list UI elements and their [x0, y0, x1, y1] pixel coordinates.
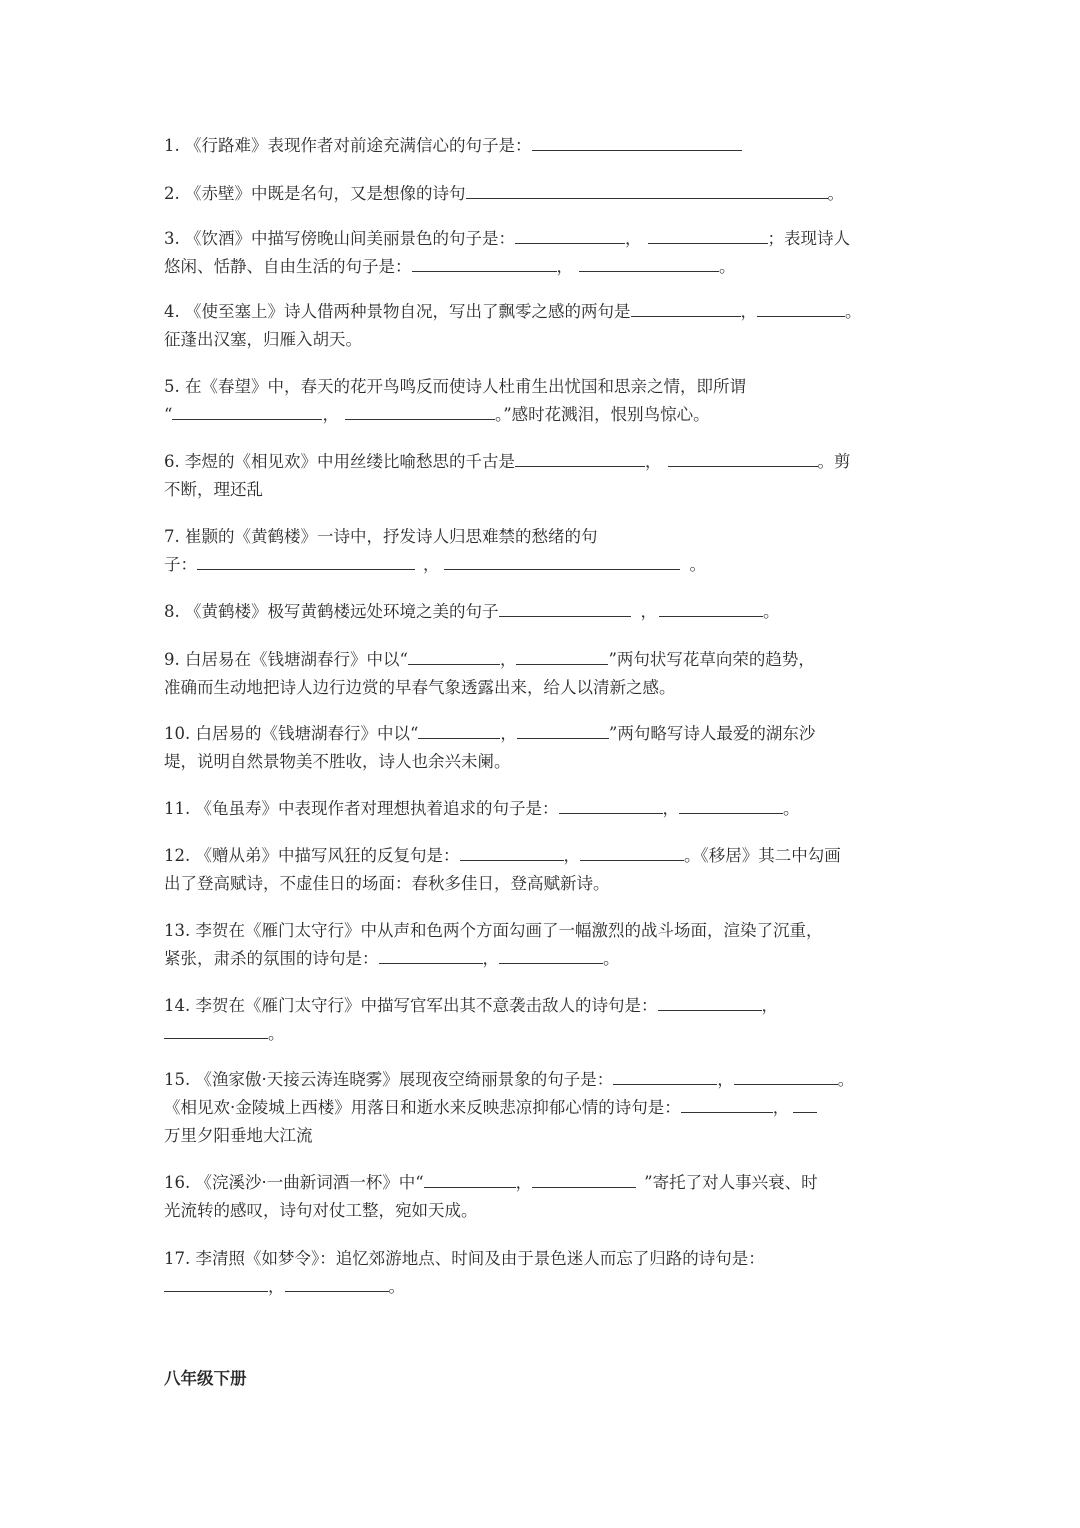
punctuation: ， — [625, 229, 642, 248]
punctuation: ， — [499, 650, 517, 669]
answer-blank[interactable] — [412, 253, 557, 272]
answer-blank[interactable] — [164, 1273, 268, 1292]
answer-blank[interactable] — [658, 992, 762, 1011]
question-text: 13. 李贺在《雁门太守行》中从声和色两个方面勾画了一幅激烈的战斗场面，渲染了沉重， — [164, 921, 823, 940]
question-text: 出了登高赋诗，不虚佳日的场面：春秋多佳日，登高赋新诗。 — [164, 874, 610, 893]
answer-blank[interactable] — [517, 720, 609, 739]
question-text: ”两句状写花草向荣的趋势， — [608, 650, 815, 669]
question-15 — [164, 1066, 854, 1150]
punctuation: ， — [268, 1277, 285, 1296]
answer-blank[interactable] — [424, 1169, 516, 1188]
answer-blank[interactable] — [460, 842, 564, 861]
punctuation: ， — [556, 257, 573, 276]
answer-blank[interactable] — [408, 646, 500, 665]
answer-blank[interactable] — [532, 1169, 636, 1188]
answer-text: 不断，理还乱 — [164, 480, 263, 499]
question-text: 5. 在《春望》中，春天的花开鸟鸣反而使诗人杜甫生出忧国和思亲之情，即所谓 — [164, 377, 746, 396]
answer-blank[interactable] — [648, 225, 768, 244]
punctuation: 。 — [689, 555, 706, 574]
answer-blank[interactable] — [515, 448, 645, 467]
question-2 — [164, 180, 844, 208]
question-text: 。”感时花溅泪，恨别鸟惊心。 — [494, 405, 710, 424]
question-text: 9. 白居易在《钱塘湖春行》中以“ — [164, 650, 408, 669]
answer-blank[interactable] — [579, 253, 719, 272]
question-text: 光流转的感叹，诗句对仗工整，宛如天成。 — [164, 1201, 478, 1220]
punctuation: ， — [761, 996, 778, 1015]
answer-blank[interactable] — [734, 1066, 838, 1085]
question-text: 悠闲、恬静、自由生活的句子是： — [164, 257, 412, 276]
question-text: 12. 《赠从弟》中描写风狂的反复句是： — [164, 846, 460, 865]
punctuation: 。 — [783, 799, 800, 818]
question-14 — [164, 992, 778, 1048]
answer-blank[interactable] — [466, 180, 828, 199]
answer-blank[interactable] — [418, 720, 500, 739]
answer-blank[interactable] — [580, 842, 684, 861]
question-text: ；表现诗人 — [767, 229, 850, 248]
question-text: 14. 李贺在《雁门太守行》中描写官军出其不意袭击敌人的诗句是： — [164, 996, 658, 1015]
question-text: 子： — [164, 555, 197, 574]
question-text: ”两句略写诗人最爱的湖东沙 — [608, 724, 816, 743]
question-text: 。《移居》其二中勾画 — [684, 846, 841, 865]
punctuation: “ — [164, 405, 173, 424]
answer-blank[interactable] — [285, 1273, 389, 1292]
question-text: 1. 《行路难》表现作者对前途充满信心的句子是： — [164, 136, 532, 155]
question-text: 10. 白居易的《钱塘湖春行》中以“ — [164, 724, 419, 743]
question-text: 3. 《饮酒》中描写傍晚山间美丽景色的句子是： — [164, 229, 515, 248]
question-text: 4. 《使至塞上》诗人借两种景物自况，写出了飘零之感的两句是 — [164, 302, 631, 321]
answer-blank[interactable] — [345, 401, 495, 420]
answer-blank[interactable] — [679, 795, 783, 814]
question-text: 。剪 — [817, 452, 851, 471]
answer-blank[interactable] — [559, 795, 663, 814]
question-text: 堤，说明自然景物美不胜收，诗人也余兴未阑。 — [164, 752, 511, 771]
question-text: 17. 李清照《如梦令》：追忆郊游地点、时间及由于景色迷人而忘了归路的诗句是： — [164, 1249, 765, 1268]
punctuation: ， — [662, 799, 679, 818]
punctuation: 。 — [268, 1024, 285, 1043]
answer-blank[interactable] — [659, 598, 763, 617]
punctuation: 。 — [719, 257, 736, 276]
punctuation: 。 — [837, 1070, 855, 1089]
question-text: 8. 《黄鹤楼》极写黄鹤楼远处环境之美的句子 — [164, 602, 499, 621]
answer-blank[interactable] — [631, 298, 741, 317]
punctuation: 。 — [827, 184, 844, 203]
answer-blank[interactable] — [515, 225, 625, 244]
punctuation: 。 — [845, 302, 862, 321]
question-text: ”寄托了对人事兴衰、时 — [644, 1173, 818, 1192]
punctuation: ， — [515, 1173, 533, 1192]
punctuation: ， — [717, 1070, 734, 1089]
answer-text: 万里夕阳垂地大江流 — [164, 1126, 313, 1145]
question-text: 6. 李煜的《相见欢》中用丝缕比喻愁思的千古是 — [164, 452, 515, 471]
answer-blank[interactable] — [793, 1094, 817, 1113]
punctuation: ， — [322, 405, 339, 424]
question-text: 15. 《渔家傲·天接云涛连晓雾》展现夜空绮丽景象的句子是： — [164, 1070, 614, 1089]
question-text: 准确而生动地把诗人边行边赏的早春气象透露出来，给人以清新之感。 — [164, 678, 676, 697]
answer-blank[interactable] — [499, 598, 631, 617]
answer-blank[interactable] — [613, 1066, 717, 1085]
question-13 — [164, 917, 823, 973]
punctuation: ， — [482, 949, 499, 968]
answer-text: 征蓬出汉塞，归雁入胡天。 — [164, 330, 362, 349]
answer-blank[interactable] — [668, 448, 818, 467]
question-17 — [164, 1245, 765, 1301]
question-8 — [164, 598, 780, 626]
question-12 — [164, 842, 841, 898]
punctuation: ， — [500, 724, 517, 743]
answer-blank[interactable] — [757, 298, 845, 317]
punctuation: 。 — [388, 1277, 405, 1296]
question-text: 7. 崔颢的《黄鹤楼》一诗中，抒发诗人归思难禁的愁绪的句 — [164, 527, 598, 546]
question-text: 紧张，肃杀的氛围的诗句是： — [164, 949, 379, 968]
answer-blank[interactable] — [379, 945, 483, 964]
question-6 — [164, 448, 851, 504]
punctuation: 。 — [763, 602, 780, 621]
punctuation: 。 — [603, 949, 620, 968]
answer-blank[interactable] — [499, 945, 603, 964]
punctuation: ， — [563, 846, 580, 865]
punctuation: ， — [423, 555, 440, 574]
question-text: 16. 《浣溪沙·一曲新词酒一杯》中“ — [164, 1173, 424, 1192]
question-11 — [164, 795, 800, 823]
punctuation: ， — [740, 302, 757, 321]
question-7 — [164, 523, 706, 579]
answer-blank[interactable] — [681, 1094, 773, 1113]
question-4 — [164, 298, 862, 354]
punctuation: ， — [645, 452, 662, 471]
answer-blank[interactable] — [444, 551, 680, 570]
question-9 — [164, 646, 815, 702]
answer-blank[interactable] — [164, 1020, 268, 1039]
punctuation: ， — [640, 602, 657, 621]
question-text: 《相见欢·金陵城上西楼》用落日和逝水来反映悲凉抑郁心情的诗句是： — [164, 1098, 681, 1117]
question-3 — [164, 225, 850, 281]
punctuation: ， — [772, 1098, 790, 1117]
answer-blank[interactable] — [172, 401, 322, 420]
question-10 — [164, 720, 815, 776]
section-title: 八年级下册 — [164, 1369, 247, 1388]
question-16 — [164, 1169, 818, 1225]
answer-blank[interactable] — [197, 551, 415, 570]
question-text: 11. 《龟虽寿》中表现作者对理想执着追求的句子是： — [164, 799, 559, 818]
question-5 — [164, 373, 746, 429]
question-text: 2. 《赤壁》中既是名句，又是想像的诗句 — [164, 184, 466, 203]
answer-blank[interactable] — [532, 132, 742, 151]
question-1 — [164, 132, 742, 160]
answer-blank[interactable] — [516, 646, 608, 665]
